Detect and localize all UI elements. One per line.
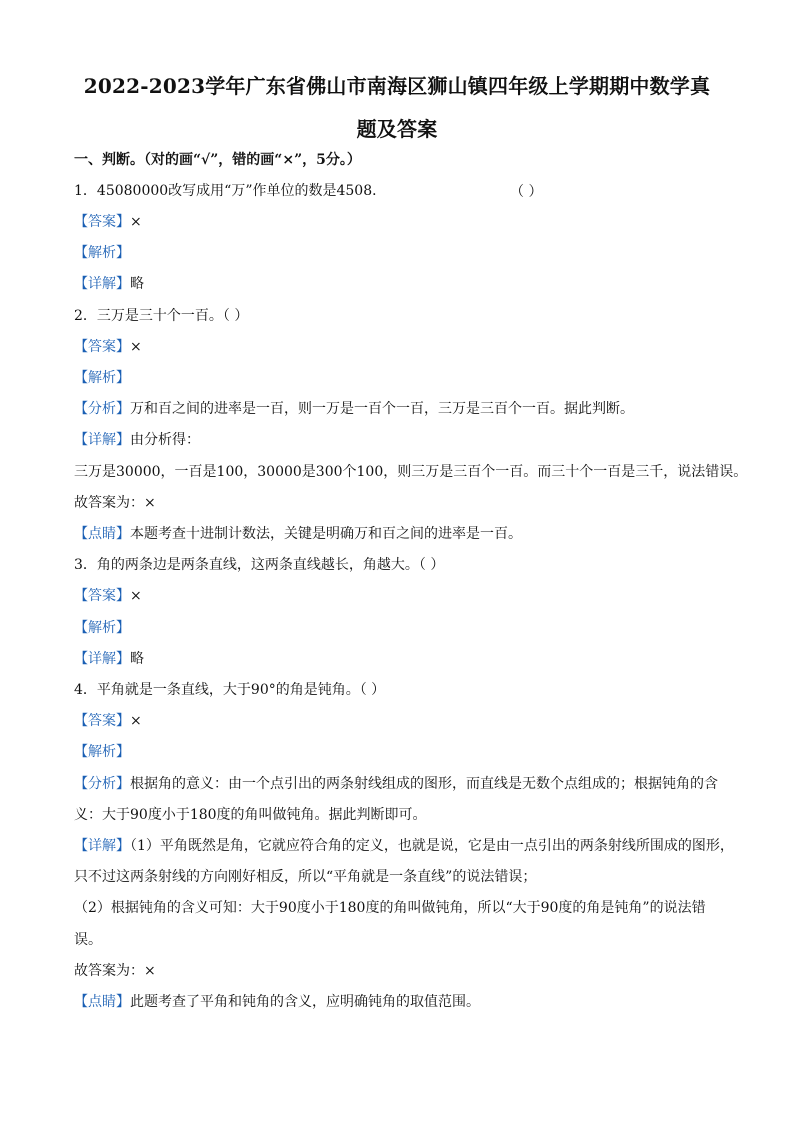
- detail-text: 由分析得：: [130, 432, 200, 448]
- fenxi-tag: 【分析】: [74, 776, 130, 792]
- dianjing-text: 本题考查十进制计数法，关键是明确万和百之间的进率是一百。: [130, 526, 522, 542]
- dianjing-tag: 【点睛】: [74, 994, 130, 1010]
- answer-value: ×: [130, 339, 142, 355]
- detail-text: 略: [130, 651, 144, 667]
- question-3-detail: [74, 649, 144, 669]
- question-1-stem: 1．45080000改写成用“万”作单位的数是4508．: [74, 183, 387, 199]
- document-title-line2: 题及答案: [356, 117, 438, 141]
- question-4-answer: [74, 711, 142, 731]
- question-4-stem: 4．平角就是一条直线，大于90°的角是钝角。（ ）: [74, 682, 386, 698]
- section-heading: 一、判断。（对的画“√”，错的画“×”，5分。）: [74, 152, 361, 168]
- question-1-answer: [74, 212, 142, 232]
- question-2-conclusion: 故答案为：×: [74, 495, 156, 511]
- question-4-fenxi-line1: [74, 774, 718, 794]
- detail-tag: 【详解】: [74, 838, 130, 854]
- question-4-dianjing: [74, 992, 480, 1012]
- question-2-answer: [74, 337, 142, 357]
- fenxi-text: 根据角的意义：由一个点引出的两条射线组成的图形，而直线是无数个点组成的；根据钝角的含: [130, 776, 718, 792]
- detail-tag: 【详解】: [74, 276, 130, 292]
- answer-value: ×: [130, 588, 142, 604]
- document-title-line1: 2022-2023学年广东省佛山市南海区狮山镇四年级上学期期中数学真: [83, 74, 711, 98]
- question-4-detail-line3: （2）根据钝角的含义可知：大于90度小于180度的角叫做钝角，所以“大于90度的角是钝角”的说法错: [74, 900, 706, 916]
- answer-tag: 【答案】: [74, 339, 130, 355]
- question-2-analysis-tag: 【解析】: [74, 370, 130, 386]
- question-3-stem: 3．角的两条边是两条直线，这两条直线越长，角越大。（ ）: [74, 557, 445, 573]
- answer-value: ×: [130, 713, 142, 729]
- question-1-analysis-tag: 【解析】: [74, 245, 130, 261]
- answer-value: ×: [130, 214, 142, 230]
- answer-tag: 【答案】: [74, 214, 130, 230]
- question-2-dianjing: [74, 524, 522, 544]
- question-2-calculation: 三万是30000，一百是100，30000是300个100，则三万是三百个一百。而三十个一百是三千，说法错误。: [74, 464, 748, 480]
- question-4-conclusion: 故答案为：×: [74, 963, 156, 979]
- question-4-fenxi-line2: 义：大于90度小于180度的角叫做钝角。据此判断即可。: [74, 807, 427, 823]
- question-4-detail-line1: [74, 836, 734, 856]
- question-3-analysis-tag: 【解析】: [74, 620, 130, 636]
- question-4-detail-line4: 误。: [74, 932, 102, 948]
- question-2-fenxi: [74, 399, 634, 419]
- fenxi-tag: 【分析】: [74, 401, 130, 417]
- dianjing-text: 此题考查了平角和钝角的含义，应明确钝角的取值范围。: [130, 994, 480, 1010]
- dianjing-tag: 【点睛】: [74, 526, 130, 542]
- question-4-detail-line2: 只不过这两条射线的方向刚好相反，所以“平角就是一条直线”的说法错误；: [74, 869, 537, 885]
- question-1-answer-blank: （ ）: [510, 184, 543, 200]
- question-2-detail: [74, 430, 200, 450]
- answer-tag: 【答案】: [74, 588, 130, 604]
- detail-text: （1）平角既然是角，它就应符合角的定义，也就是说，它是由一点引出的两条射线所围成的图形，: [130, 838, 734, 854]
- answer-tag: 【答案】: [74, 713, 130, 729]
- detail-text: 略: [130, 276, 144, 292]
- question-1-detail: [74, 274, 144, 294]
- question-4-analysis-tag: 【解析】: [74, 744, 130, 760]
- detail-tag: 【详解】: [74, 651, 130, 667]
- detail-tag: 【详解】: [74, 432, 130, 448]
- question-2-stem: 2．三万是三十个一百。（ ）: [74, 308, 249, 324]
- fenxi-text: 万和百之间的进率是一百，则一万是一百个一百，三万是三百个一百。据此判断。: [130, 401, 634, 417]
- question-3-answer: [74, 586, 142, 606]
